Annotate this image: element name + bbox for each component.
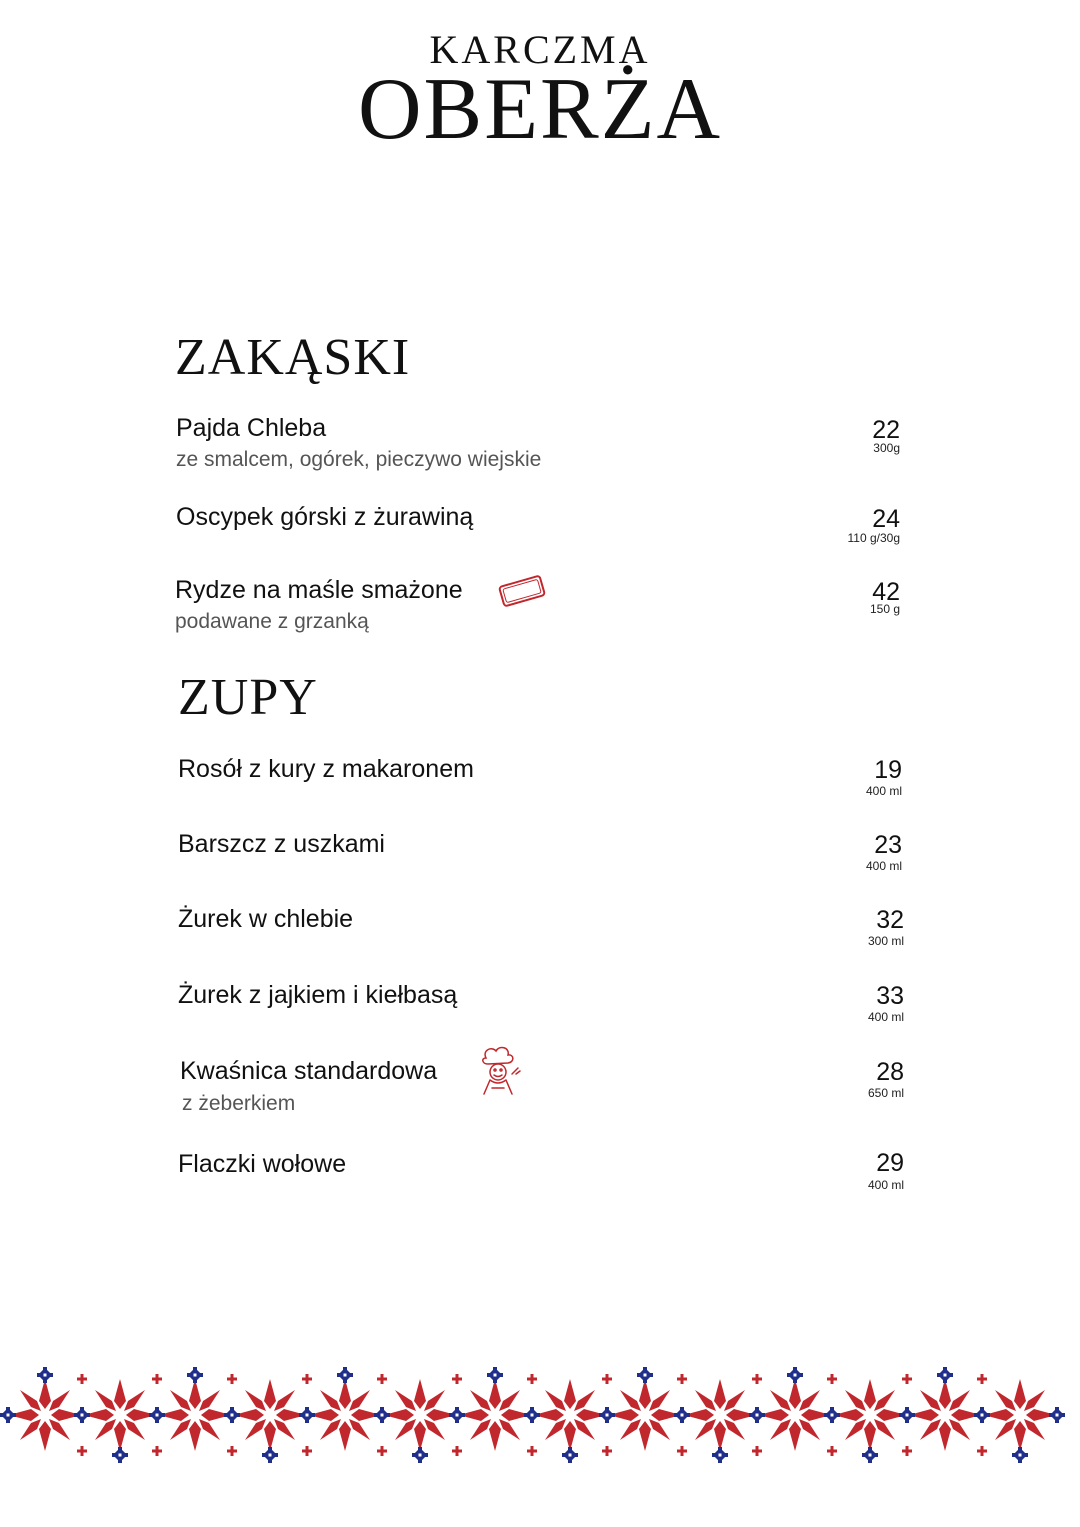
item-portion: 650 ml <box>867 1086 904 1100</box>
item-name: Flaczki wołowe <box>178 1150 347 1178</box>
logo-line-2: OBERŻA <box>358 61 722 158</box>
item-name: Rydze na maśle smażone <box>175 576 463 604</box>
section-title-zakaski: ZAKĄSKI <box>175 329 411 386</box>
item-name: Kwaśnica standardowa <box>180 1057 438 1085</box>
item-portion: 400 ml <box>867 1178 904 1192</box>
item-description: z żeberkiem <box>182 1092 296 1115</box>
embroidery-pattern <box>0 1367 1065 1463</box>
item-price: 32 <box>876 906 904 934</box>
item-portion: 400 ml <box>865 784 902 798</box>
item-description: ze smalcem, ogórek, pieczywo wiejskie <box>176 448 542 471</box>
item-portion: 400 ml <box>867 1010 904 1024</box>
section-title-zupy: ZUPY <box>178 669 318 726</box>
item-price: 19 <box>874 756 902 784</box>
item-price: 42 <box>872 578 900 606</box>
item-price: 28 <box>876 1058 904 1086</box>
item-name: Żurek w chlebie <box>178 905 354 933</box>
item-price: 29 <box>876 1149 904 1177</box>
item-name: Barszcz z uszkami <box>178 830 385 858</box>
item-name: Rosół z kury z makaronem <box>178 755 474 783</box>
item-portion: 300 ml <box>867 934 904 948</box>
folk-embroidery-border <box>0 1365 1080 1465</box>
logo-line-1: KARCZMA <box>429 27 651 72</box>
item-name: Oscypek górski z żurawiną <box>176 503 474 531</box>
item-price: 23 <box>874 831 902 859</box>
item-name: Pajda Chleba <box>176 414 327 442</box>
item-portion: 400 ml <box>865 859 902 873</box>
item-price: 33 <box>876 982 904 1010</box>
item-price: 24 <box>872 505 900 533</box>
item-description: podawane z grzanką <box>175 610 369 633</box>
item-portion: 150 g <box>869 602 900 616</box>
item-portion: 300g <box>873 441 900 455</box>
item-name: Żurek z jajkiem i kiełbasą <box>178 981 458 1009</box>
top-seller-badge <box>497 573 547 614</box>
item-price: 22 <box>872 416 900 444</box>
item-portion: 110 g/30g <box>847 531 900 545</box>
restaurant-logo <box>0 27 1080 158</box>
chef-icon <box>472 1044 526 1105</box>
